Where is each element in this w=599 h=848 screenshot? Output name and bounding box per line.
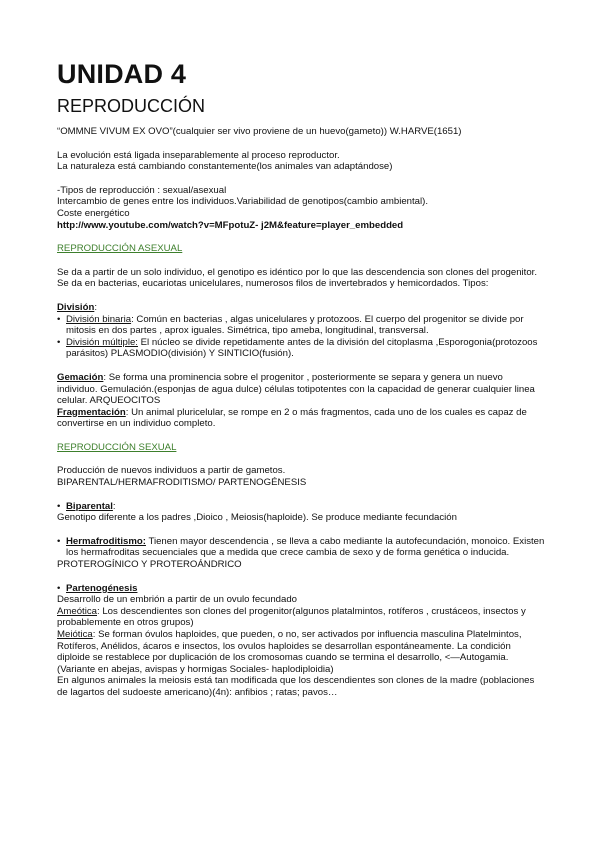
types-line-1: -Tipos de reproducción : sexual/asexual	[57, 184, 227, 196]
meiotica-label: Meiótica	[57, 629, 93, 640]
biparental-heading: • Biparental:	[57, 501, 545, 513]
ameiotica-label: Ameótica	[57, 605, 97, 617]
multiple-division-text: El núcleo se divide repetidamente antes de la división del citoplasma ,Esporogonia(protozoos parásitos) PLASMODIO(división) Y SINTICIO(fusión).	[66, 336, 538, 360]
gemacion-paragraph: Gemación: Se forma una prominencia sobre el progenitor , posteriormente se separa y genera un nuevo individuo. Gemulación.(esponjas de agua dulce) células totipotentes con la capacidad de generar cualquier linea celular. ARQUEOCITOS	[57, 371, 535, 407]
document-body	[57, 126, 545, 699]
partenogenesis-final: En algunos animales la meiosis está tan modificada que los descendientes son clones de la madre (poblaciones de lagartos del sudoeste americano)(4n): anfibios ; ratas; pavos…	[57, 675, 535, 698]
fragmentacion-label: Fragmentación	[57, 406, 126, 418]
gemacion-label: Gemación	[57, 371, 104, 383]
list-item	[57, 337, 545, 360]
multiple-division-label: División múltiple:	[66, 336, 138, 348]
partenogenesis-label: Partenogénesis	[66, 582, 138, 594]
youtube-link[interactable]: http://www.youtube.com/watch?v=MFpotuZ- j2M&feature=player_embedded	[57, 219, 404, 231]
harvey-quote: “OMMNE VIVUM EX OVO”(cualquier ser vivo proviene de un huevo(gameto)) W.HARVE(1651)	[57, 126, 462, 137]
sexual-heading: REPRODUCCIÓN SEXUAL	[57, 441, 177, 453]
list-item	[57, 314, 545, 337]
asexual-heading: REPRODUCCIÓN ASEXUAL	[57, 243, 183, 255]
fragmentacion-paragraph: Fragmentación: Un animal pluricelular, se rompe en 2 o más fragmentos, cada uno de los cuales es capaz de convertirse en un individuo completo.	[57, 406, 527, 430]
unit-subtitle: REPRODUCCIÓN	[57, 96, 206, 116]
division-list	[57, 314, 545, 360]
asexual-description: Se da a partir de un solo individuo, el genotipo es idéntico por lo que las descendencia son clones del progenitor. Se da en bacterias, eucariotas unicelulares, numerosos filos de invertebrados y hemicordados. Tipos:	[57, 266, 538, 290]
biparental-label: Biparental	[66, 500, 113, 512]
sexual-kinds: BIPARENTAL/HERMAFRODITISMO/ PARTENOGÉNESIS	[57, 477, 307, 489]
division-heading: División:	[57, 301, 97, 313]
hermafroditismo-paragraph: • Hermafroditismo: Tienen mayor descendencia , se lleva a cabo mediante la autofecundación, monoico. Existen los hermafroditas secuenciales que a medida que crece cambia de sexo y de forma genética o inducida.	[57, 536, 545, 559]
sexual-description: Producción de nuevos individuos a partir de gametos.	[57, 465, 286, 477]
partenogenesis-text: Desarrollo de un embrión a partir de un ovulo fecundado	[57, 594, 297, 606]
unit-title: UNIDAD 4	[57, 59, 187, 89]
intro-line-2: La naturaleza está cambiando constantemente(los animales van adaptándose)	[57, 161, 393, 173]
partenogenesis-heading	[57, 583, 545, 595]
meiotica-paragraph: Meiótica: Se forman óvulos haploides, que pueden, o no, ser activados por influencia masculina Platelmintos, Rotíferos, Anélidos, ácaros e insectos, los ovulos haploides se desarrollan espontáneamente. La condición diploide se restablece por duplicación de los cromosomas cuando se termina el desarrollo, <—Autogamia.(Variante en abejas, avispas y hormigas Sociales- haplodiploidia)	[57, 629, 522, 675]
types-line-2: Intercambio de genes entre los individuos.Variabilidad de genotipos(cambio ambiental).	[57, 196, 428, 208]
intro-line-1: La evolución está ligada inseparablemente al proceso reproductor.	[57, 149, 340, 161]
ameiotica-paragraph: Ameótica: Los descendientes son clones del progenitor(algunos platalmintos, rotíferos , crustáceos, insectos y probablemente en otros grupos)	[57, 605, 526, 629]
binary-division-label: División binaria	[66, 313, 132, 325]
binary-division-text: : Común en bacterias , algas unicelulares y protozoos. El cuerpo del progenitor se divide por mitosis en dos partes , aprox iguales. Simétrica, tipo ameba, longitudinal, transversal.	[66, 313, 524, 337]
hermafroditismo-label: Hermafroditismo:	[66, 535, 146, 547]
biparental-text: Genotipo diferente a los padres ,Dioico , Meiosis(haploide). Se produce mediante fecundación	[57, 512, 457, 524]
hermafroditismo-types: PROTEROGÍNICO Y PROTEROÁNDRICO	[57, 559, 242, 571]
division-label: División	[57, 301, 95, 313]
types-line-3: Coste energético	[57, 207, 130, 219]
